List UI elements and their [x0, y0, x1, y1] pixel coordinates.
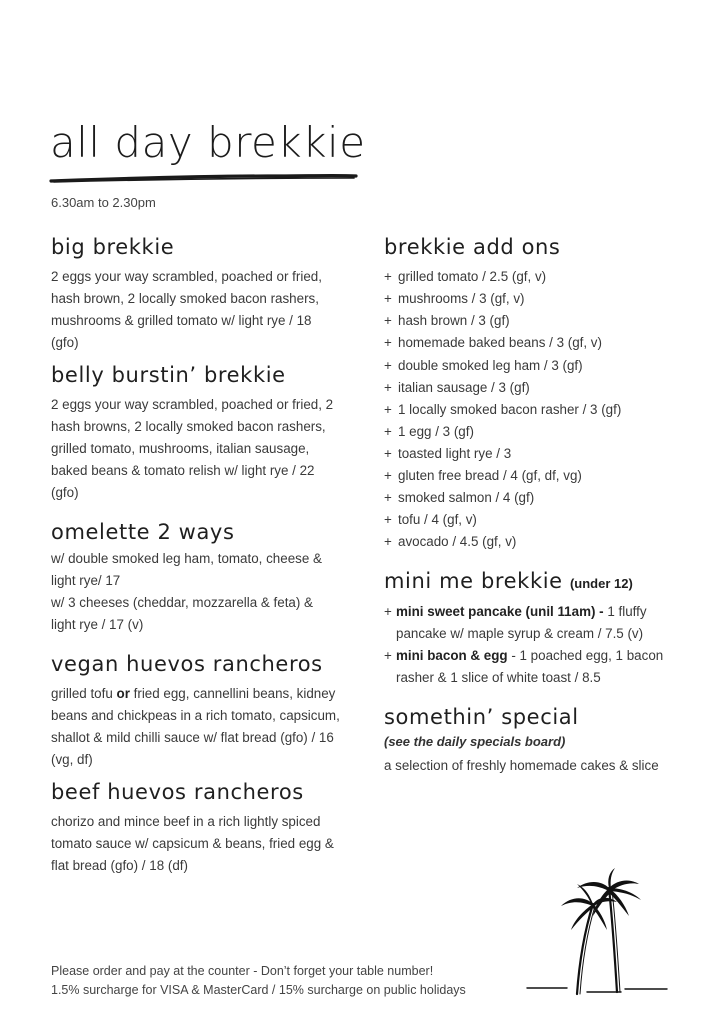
plus-icon: +	[384, 490, 392, 506]
addon-item	[384, 531, 684, 553]
addon-label: tofu / 4 (gf, v)	[398, 512, 477, 528]
plus-icon: +	[384, 647, 392, 663]
addon-item	[384, 421, 684, 443]
section-title: brekkie add ons	[384, 235, 561, 259]
left-column	[51, 235, 341, 877]
plus-icon: +	[384, 313, 392, 329]
list-item	[384, 601, 684, 645]
section-add-ons	[384, 235, 684, 553]
section-title-note: (under 12)	[569, 576, 633, 592]
section-special	[384, 705, 684, 777]
plus-icon: +	[384, 423, 392, 439]
plus-icon: +	[384, 379, 392, 395]
plus-icon: +	[384, 269, 392, 285]
addon-label: avocado / 4.5 (gf, v)	[398, 534, 517, 550]
item-description	[51, 683, 341, 771]
section-title: omelette 2 ways	[51, 520, 235, 545]
addon-item	[384, 377, 684, 399]
footer-line-order: Please order and pay at the counter - Don’t forget your table number!	[51, 964, 434, 978]
palm-trees-icon	[525, 866, 675, 1006]
addon-item	[384, 443, 684, 465]
addon-item	[384, 465, 684, 487]
item-name: mini sweet pancake (unil 11am) -	[396, 603, 604, 619]
page-title: all day brekkie	[50, 118, 366, 167]
item-name: mini bacon & egg	[396, 647, 508, 663]
plus-icon: +	[384, 512, 392, 528]
addon-label: grilled tomato / 2.5 (gf, v)	[398, 269, 547, 285]
section-title: big brekkie	[51, 235, 175, 259]
section-omelette	[51, 520, 341, 635]
item-description: chorizo and mince beef in a rich lightly spiced tomato sauce w/ capsicum & beans, fried egg & flat bread (gfo) / 18 (df)	[51, 813, 334, 873]
section-big-brekkie	[51, 235, 341, 354]
addon-item	[384, 310, 684, 332]
section-title	[384, 569, 684, 594]
addon-label: italian sausage / 3 (gf)	[398, 379, 530, 395]
section-vegan-huevos	[51, 652, 341, 771]
footer-notice	[51, 962, 466, 1000]
addon-item	[384, 266, 684, 288]
section-title: beef huevos rancheros	[51, 779, 304, 804]
mini-list	[384, 601, 684, 689]
addon-label: mushrooms / 3 (gf, v)	[398, 291, 525, 307]
desc-part: fried egg, cannellini beans, kidney beans and chickpeas in a rich tomato, capsicum, shallot & mild chilli sauce w/ flat bread (gfo) / 16 (vg, df)	[51, 685, 340, 767]
specials-board-note: (see the daily specials board)	[384, 733, 566, 749]
title-underline-stroke	[48, 170, 360, 186]
addon-label: toasted light rye / 3	[398, 445, 512, 461]
addon-item	[384, 487, 684, 509]
addon-item	[384, 332, 684, 354]
section-title: belly burstin’ brekkie	[51, 363, 286, 388]
addon-label: hash brown / 3 (gf)	[398, 313, 510, 329]
addon-list	[384, 266, 684, 553]
desc-part: grilled tofu	[51, 685, 117, 701]
addon-item	[384, 355, 684, 377]
item-desc: 1 fluffy pancake w/ maple syrup & cream / 7.5 (v)	[396, 603, 647, 641]
desc-or: or	[116, 685, 130, 701]
addon-label: gluten free bread / 4 (gf, df, vg)	[398, 468, 582, 484]
item-description: 2 eggs your way scrambled, poached or fried, 2 hash browns, 2 locally smoked bacon rashers, grilled tomato, mushrooms, italian sausage, baked beans & tomato relish w/ light rye / 22 (gfo)	[51, 397, 334, 501]
plus-icon: +	[384, 534, 392, 550]
footer-line-surcharge: 1.5% surcharge for VISA & MasterCard / 15% surcharge on public holidays	[51, 983, 466, 997]
addon-label: double smoked leg ham / 3 (gf)	[398, 357, 583, 373]
item-description-ham: w/ double smoked leg ham, tomato, cheese & light rye/ 17	[51, 550, 322, 588]
addon-item	[384, 288, 684, 310]
plus-icon: +	[384, 401, 392, 417]
item-description: a selection of freshly homemade cakes & slice	[384, 757, 659, 773]
item-description-cheese: w/ 3 cheeses (cheddar, mozzarella & feta) & light rye / 17 (v)	[51, 594, 313, 632]
plus-icon: +	[384, 603, 392, 619]
section-mini-me	[384, 569, 684, 688]
addon-label: 1 egg / 3 (gf)	[398, 423, 474, 439]
opening-hours: 6.30am to 2.30pm	[51, 195, 156, 210]
section-title-text: mini me brekkie	[384, 569, 563, 594]
section-title: vegan huevos rancheros	[51, 651, 323, 676]
section-title: somethin’ special	[384, 704, 579, 729]
plus-icon: +	[384, 445, 392, 461]
right-column	[384, 235, 684, 777]
plus-icon: +	[384, 468, 392, 484]
plus-icon: +	[384, 291, 392, 307]
addon-item	[384, 399, 684, 421]
section-belly-burstin	[51, 363, 341, 504]
addon-item	[384, 509, 684, 531]
addon-label: homemade baked beans / 3 (gf, v)	[398, 335, 602, 351]
section-beef-huevos	[51, 780, 341, 877]
item-desc: - 1 poached egg, 1 bacon rasher & 1 slice of white toast / 8.5	[396, 647, 664, 685]
addon-label: 1 locally smoked bacon rasher / 3 (gf)	[398, 401, 622, 417]
addon-label: smoked salmon / 4 (gf)	[398, 490, 535, 506]
item-description: 2 eggs your way scrambled, poached or fried, hash brown, 2 locally smoked bacon rashers, mushrooms & grilled tomato w/ light rye / 18 (gfo)	[51, 269, 322, 351]
plus-icon: +	[384, 335, 392, 351]
list-item	[384, 645, 684, 689]
plus-icon: +	[384, 357, 392, 373]
